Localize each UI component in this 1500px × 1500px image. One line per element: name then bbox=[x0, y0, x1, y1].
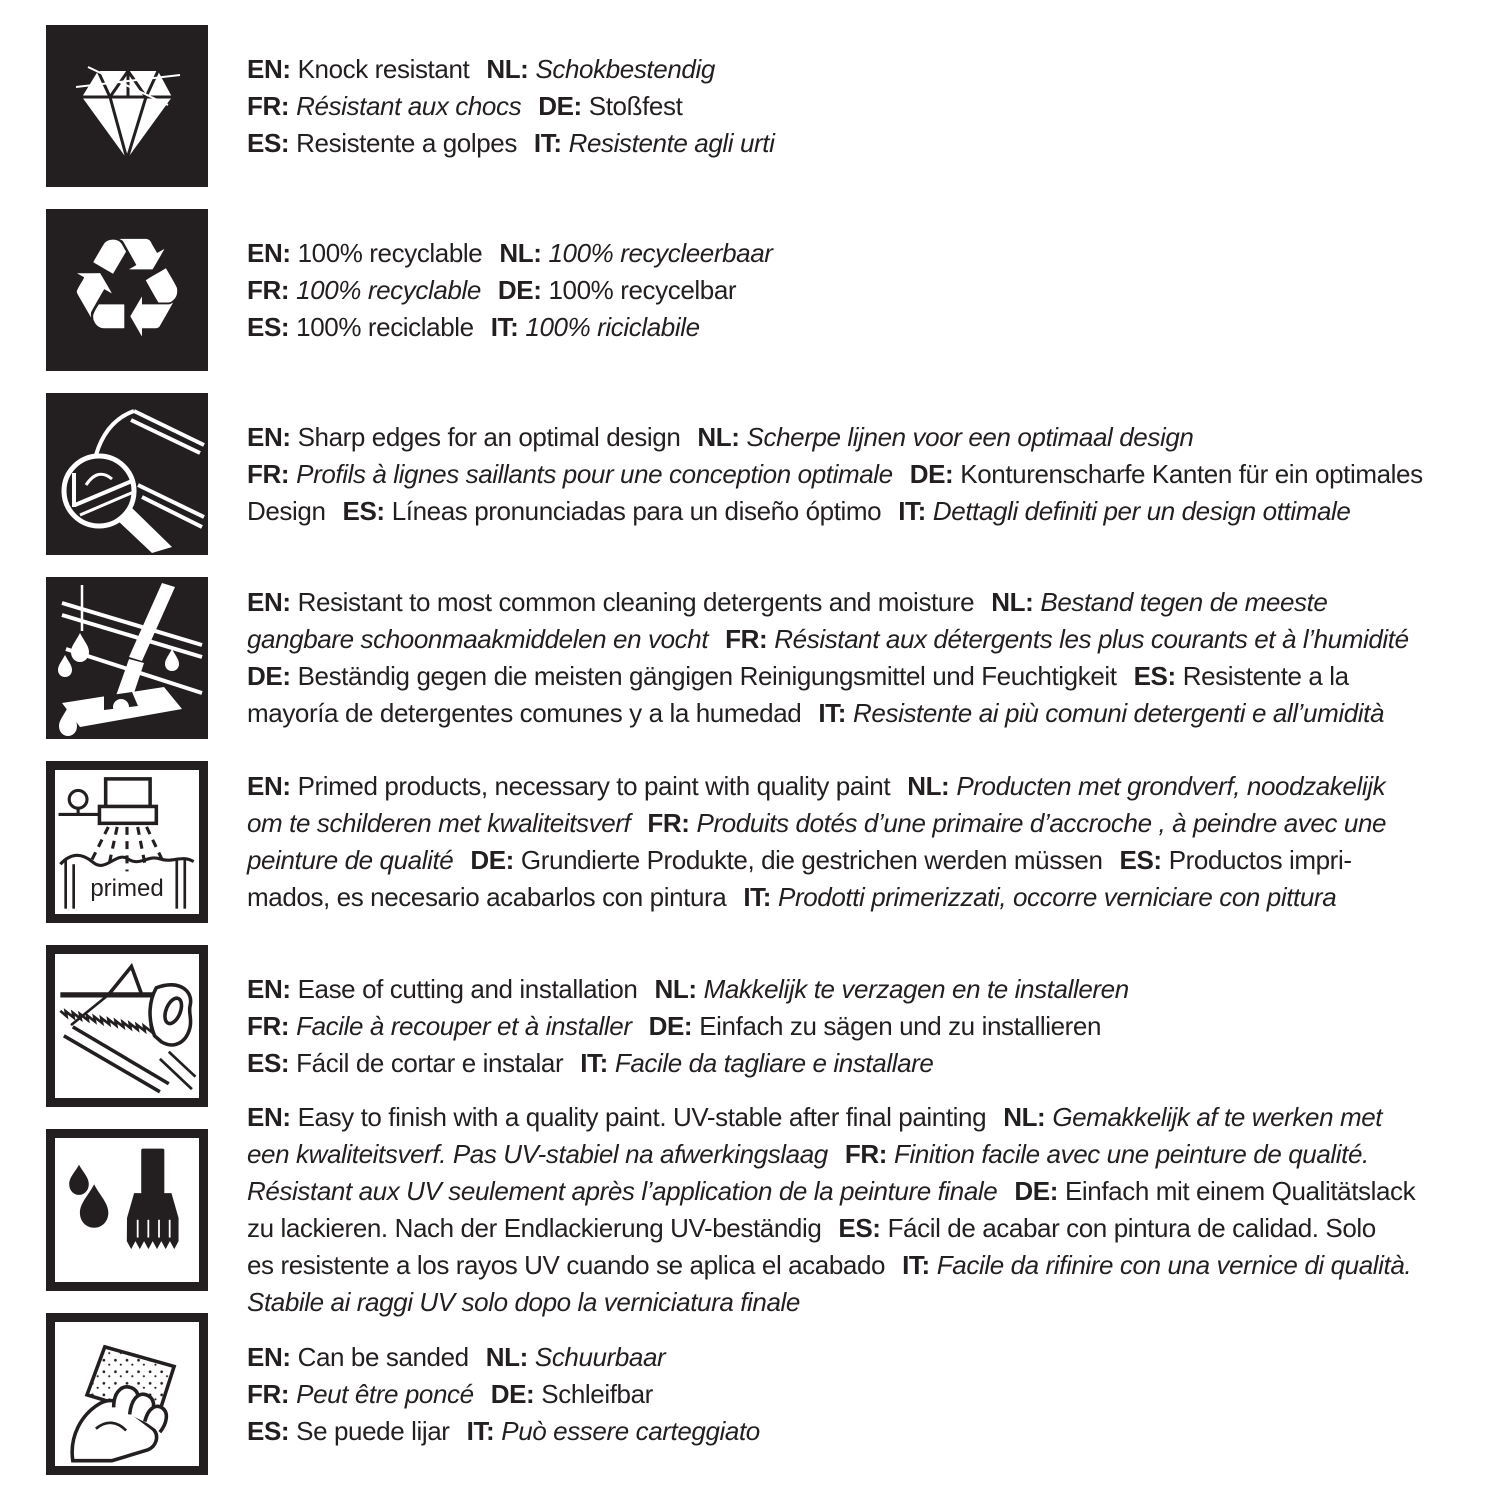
language-label: IT: bbox=[743, 882, 772, 912]
feature-text-segment: Scherpe lijnen voor een optimaal design bbox=[746, 421, 1194, 452]
text-line bbox=[247, 695, 1500, 732]
feature-row-knock-resistant bbox=[46, 25, 1500, 187]
language-label: NL: bbox=[697, 421, 740, 452]
feature-text bbox=[247, 51, 1500, 162]
text-line bbox=[247, 125, 1500, 162]
feature-text-segment: Primed products, necessary to paint with quality paint bbox=[297, 771, 891, 801]
language-label: NL: bbox=[485, 1341, 528, 1372]
feature-text-segment: Easy to finish with a quality paint. UV-stable after final painting bbox=[297, 1102, 987, 1132]
language-label: FR: bbox=[247, 1378, 290, 1409]
feature-text-segment: Résistant aux UV seulement après l’application de la peinture finale bbox=[247, 1176, 998, 1206]
text-line bbox=[247, 805, 1500, 842]
text-line bbox=[247, 1284, 1500, 1321]
language-label: NL: bbox=[499, 237, 542, 268]
language-label: EN: bbox=[247, 237, 291, 268]
text-line bbox=[247, 1136, 1500, 1173]
text-line bbox=[247, 88, 1500, 125]
feature-text-segment: Fácil de acabar con pintura de calidad. Solo bbox=[887, 1213, 1376, 1243]
feature-text-segment: Resistant to most common cleaning detergents and moisture bbox=[297, 587, 975, 617]
recycle-glyph: ♻ bbox=[65, 209, 189, 369]
text-line bbox=[247, 1099, 1500, 1136]
language-label: ES: bbox=[247, 1047, 290, 1078]
language-label: ES: bbox=[1133, 661, 1176, 691]
language-label: EN: bbox=[247, 973, 291, 1004]
text-line bbox=[247, 1339, 1500, 1376]
feature-row-paint-finish bbox=[46, 1102, 1500, 1317]
feature-text-segment: Résistant aux détergents les plus courants et à l’humidité bbox=[774, 624, 1409, 654]
text-line bbox=[247, 768, 1500, 805]
feature-text-segment: Résistant aux chocs bbox=[296, 90, 522, 121]
text-line bbox=[247, 1008, 1500, 1045]
language-label: FR: bbox=[247, 458, 290, 489]
feature-text bbox=[247, 419, 1500, 530]
feature-text-segment: Knock resistant bbox=[297, 53, 470, 84]
language-label: EN: bbox=[247, 1341, 291, 1372]
feature-text bbox=[247, 235, 1500, 346]
feature-text-segment: 100% recyclable bbox=[296, 274, 481, 305]
feature-text-segment: Produits dotés d’une primaire d’accroche , à peindre avec une bbox=[696, 808, 1387, 838]
language-label: FR: bbox=[647, 808, 690, 838]
language-label: EN: bbox=[247, 771, 291, 801]
feature-text-segment: Facile da tagliare e installare bbox=[614, 1047, 934, 1078]
feature-text-segment: Schuurbaar bbox=[534, 1341, 666, 1372]
language-label: DE: bbox=[648, 1010, 693, 1041]
language-label: IT: bbox=[466, 1415, 495, 1446]
text-line bbox=[247, 1045, 1500, 1082]
feature-text bbox=[247, 584, 1500, 732]
text-line bbox=[247, 658, 1500, 695]
language-label: DE: bbox=[247, 661, 291, 691]
feature-text bbox=[247, 971, 1500, 1082]
language-label: IT: bbox=[580, 1047, 608, 1078]
magnifier-profile-icon bbox=[46, 393, 208, 555]
feature-text-segment: Schokbestendig bbox=[535, 53, 715, 84]
feature-text-segment: Ease of cutting and installation bbox=[297, 973, 638, 1004]
feature-text-segment: Se puede lijar bbox=[296, 1415, 450, 1446]
feature-text-segment: Prodotti primerizzati, occorre verniciare con pittura bbox=[778, 882, 1337, 912]
diamond-icon bbox=[46, 25, 208, 187]
language-label: FR: bbox=[844, 1139, 887, 1169]
feature-text-segment: Profils à lignes saillants pour une conception optimale bbox=[296, 458, 893, 489]
feature-text-segment: Sharp edges for an optimal design bbox=[297, 421, 681, 452]
feature-text bbox=[247, 1339, 1500, 1450]
feature-text-segment: Gemakkelijk af te werken met bbox=[1052, 1102, 1383, 1132]
language-label: IT: bbox=[898, 495, 926, 526]
language-label: FR: bbox=[725, 624, 768, 654]
feature-row-easy-cutting bbox=[46, 945, 1500, 1107]
language-label: FR: bbox=[247, 1010, 290, 1041]
text-line bbox=[247, 879, 1500, 916]
text-line bbox=[247, 842, 1500, 879]
feature-text-segment: Facile à recouper et à installer bbox=[296, 1010, 632, 1041]
language-label: DE: bbox=[538, 90, 582, 121]
feature-text-segment: Producten met grondverf, noodzakelijk bbox=[956, 771, 1386, 801]
language-label: NL: bbox=[1003, 1102, 1046, 1132]
language-label: ES: bbox=[342, 495, 385, 526]
feature-text-segment: Finition facile avec une peinture de qualité. bbox=[893, 1139, 1369, 1169]
text-line bbox=[247, 419, 1500, 456]
language-label: ES: bbox=[1119, 845, 1162, 875]
feature-text-segment: Design bbox=[247, 495, 326, 526]
text-line bbox=[247, 235, 1500, 272]
feature-row-primed bbox=[46, 761, 1500, 923]
feature-text-segment: om te schilderen met kwaliteitsverf bbox=[247, 808, 631, 838]
feature-text bbox=[247, 1099, 1500, 1321]
feature-text-segment: Dettagli definiti per un design ottimale bbox=[932, 495, 1351, 526]
text-line bbox=[247, 1247, 1500, 1284]
feature-text-segment: Grundierte Produkte, die gestrichen werden müssen bbox=[520, 845, 1103, 875]
feature-text-segment: 100% recycelbar bbox=[548, 274, 737, 305]
language-label: DE: bbox=[1014, 1176, 1058, 1206]
language-label: ES: bbox=[838, 1213, 881, 1243]
language-label: DE: bbox=[909, 458, 954, 489]
feature-text-segment: Bestand tegen de meeste bbox=[1040, 587, 1328, 617]
language-label: FR: bbox=[247, 274, 290, 305]
feature-row-recyclable bbox=[46, 209, 1500, 371]
text-line bbox=[247, 621, 1500, 658]
feature-row-moisture-resistant bbox=[46, 577, 1500, 739]
feature-text-segment: Resistente a golpes bbox=[296, 127, 517, 158]
language-label: NL: bbox=[907, 771, 950, 801]
language-label: IT: bbox=[533, 127, 562, 158]
language-label: NL: bbox=[991, 587, 1034, 617]
language-label: DE: bbox=[497, 274, 542, 305]
feature-text-segment: Resistente ai più comuni detergenti e all’umidità bbox=[853, 698, 1385, 728]
feature-text-segment: een kwaliteitsverf. Pas UV-stabiel na afwerkingslaag bbox=[247, 1139, 828, 1169]
primer-spray-icon bbox=[46, 761, 208, 923]
feature-text-segment: Einfach mit einem Qualitätslack bbox=[1064, 1176, 1416, 1206]
language-label: EN: bbox=[247, 421, 291, 452]
feature-text-segment: Líneas pronunciadas para un diseño óptimo bbox=[391, 495, 882, 526]
feature-text bbox=[247, 768, 1500, 916]
feature-text-segment: Può essere carteggiato bbox=[501, 1415, 760, 1446]
language-label: ES: bbox=[247, 1415, 290, 1446]
feature-text-segment: Can be sanded bbox=[297, 1341, 469, 1372]
feature-text-segment: Einfach zu sägen und zu installieren bbox=[699, 1010, 1102, 1041]
feature-row-sandable bbox=[46, 1313, 1500, 1475]
feature-text-segment: gangbare schoonmaakmiddelen en vocht bbox=[247, 624, 709, 654]
text-line bbox=[247, 1376, 1500, 1413]
language-label: IT: bbox=[902, 1250, 930, 1280]
text-line bbox=[247, 971, 1500, 1008]
feature-text-segment: Makkelijk te verzagen en te installeren bbox=[703, 973, 1129, 1004]
feature-text-segment: mayoría de detergentes comunes y a la humedad bbox=[247, 698, 802, 728]
language-label: NL: bbox=[654, 973, 697, 1004]
text-line bbox=[247, 584, 1500, 621]
feature-text-segment: Beständig gegen die meisten gängigen Reinigungsmittel und Feuchtigkeit bbox=[297, 661, 1117, 691]
recycle-icon bbox=[46, 209, 208, 371]
saw-icon bbox=[46, 945, 208, 1107]
text-line bbox=[247, 493, 1500, 530]
language-label: EN: bbox=[247, 587, 291, 617]
feature-text-segment: peinture de qualité bbox=[247, 845, 454, 875]
feature-text-segment: Facile da rifinire con una vernice di qualità. bbox=[936, 1250, 1412, 1280]
language-label: IT: bbox=[490, 311, 519, 342]
language-label: NL: bbox=[486, 53, 529, 84]
feature-text-segment: Productos impri- bbox=[1168, 845, 1352, 875]
text-line bbox=[247, 272, 1500, 309]
feature-text-segment: Schleifbar bbox=[541, 1378, 653, 1409]
feature-text-segment: es resistente a los rayos UV cuando se aplica el acabado bbox=[247, 1250, 886, 1280]
language-label: ES: bbox=[247, 311, 290, 342]
feature-text-segment: Resistente agli urti bbox=[568, 127, 775, 158]
language-label: FR: bbox=[247, 90, 290, 121]
primed-label: primed bbox=[90, 875, 164, 903]
text-line bbox=[247, 309, 1500, 346]
paint-brush-drops-icon bbox=[46, 1129, 208, 1291]
feature-text-segment: Peut être poncé bbox=[296, 1378, 474, 1409]
sanding-hand-icon bbox=[46, 1313, 208, 1475]
feature-text-segment: 100% recyclable bbox=[297, 237, 483, 268]
feature-text-segment: Konturenscharfe Kanten für ein optimales bbox=[960, 458, 1423, 489]
mop-icon bbox=[46, 577, 208, 739]
language-label: EN: bbox=[247, 1102, 291, 1132]
feature-text-segment: zu lackieren. Nach der Endlackierung UV-beständig bbox=[247, 1213, 822, 1243]
text-line bbox=[247, 1173, 1500, 1210]
language-label: DE: bbox=[470, 845, 514, 875]
feature-text-segment: 100% reciclable bbox=[296, 311, 474, 342]
language-label: EN: bbox=[247, 53, 291, 84]
feature-text-segment: Fácil de cortar e instalar bbox=[296, 1047, 564, 1078]
feature-text-segment: Stoßfest bbox=[588, 90, 683, 121]
feature-text-segment: Stabile ai raggi UV solo dopo la verniciatura finale bbox=[247, 1287, 800, 1317]
feature-text-segment: Resistente a la bbox=[1182, 661, 1349, 691]
text-line bbox=[247, 1413, 1500, 1450]
feature-text-segment: mados, es necesario acabarlos con pintura bbox=[247, 882, 727, 912]
feature-text-segment: 100% riciclabile bbox=[525, 311, 700, 342]
text-line bbox=[247, 1210, 1500, 1247]
text-line bbox=[247, 51, 1500, 88]
text-line bbox=[247, 456, 1500, 493]
language-label: DE: bbox=[490, 1378, 535, 1409]
language-label: ES: bbox=[247, 127, 290, 158]
feature-row-sharp-edges bbox=[46, 393, 1500, 555]
language-label: IT: bbox=[818, 698, 847, 728]
feature-text-segment: 100% recycleerbaar bbox=[548, 237, 773, 268]
